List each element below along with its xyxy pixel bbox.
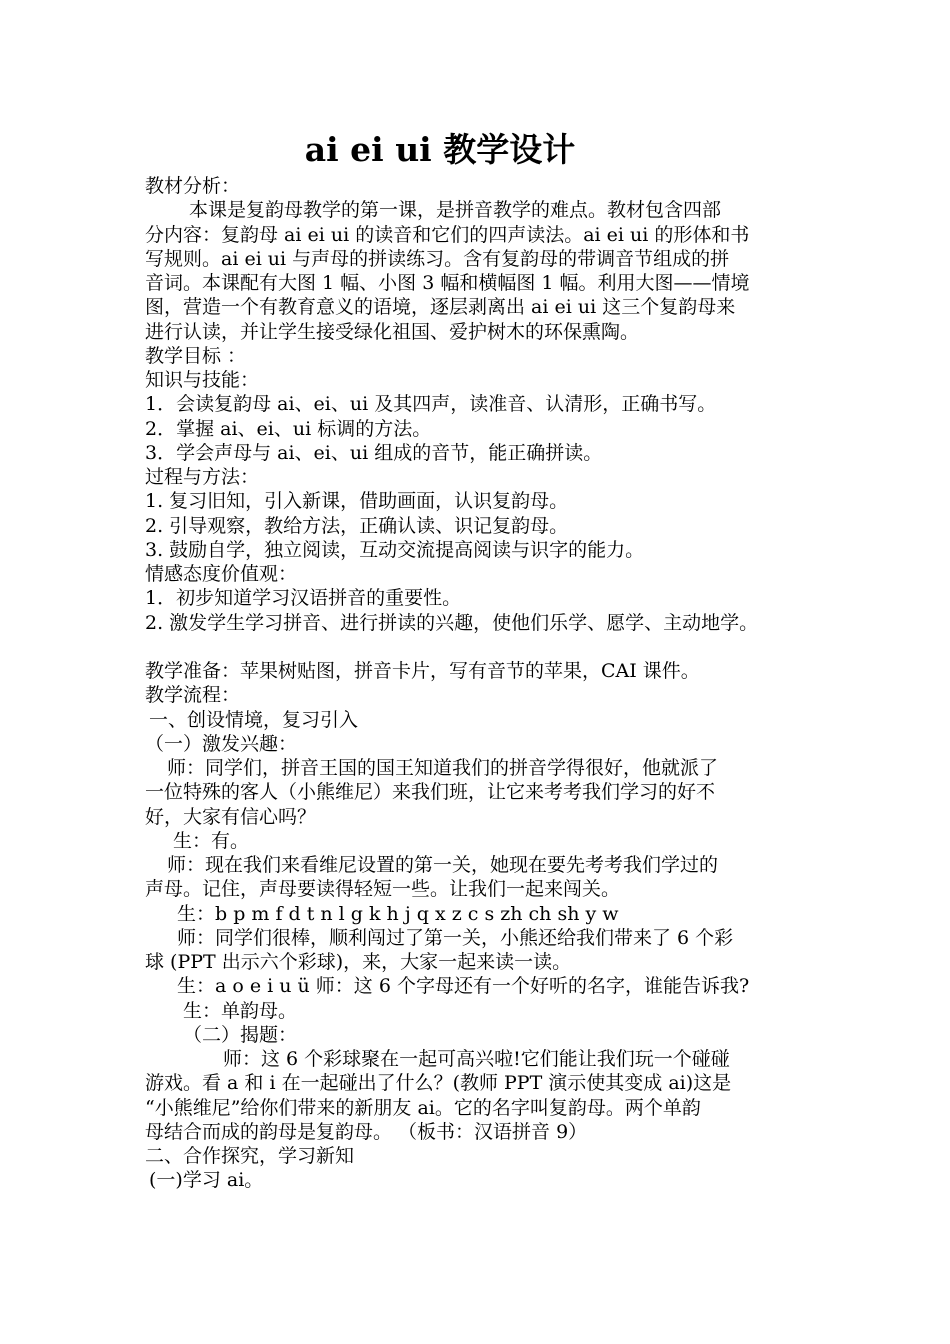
text-line: 2．掌握 ai、ei、ui 标调的方法。 [145,417,432,440]
text-line: 知识与技能： [145,369,260,391]
text-line: 师：现在我们来看维尼设置的第一关，她现在要先考考我们学过的 [167,854,719,876]
text-line: 本课是复韵母教学的第一课，是拼音教学的难点。教材包含四部 [189,199,722,222]
text-line: 声母。记住，声母要读得轻短一些。让我们一起来闯关。 [145,878,621,901]
text-line: 一位特殊的客人（小熊维尼）来我们班，让它来考考我们学习的好不 [145,781,716,804]
text-line: 教学目标 ： [145,344,247,367]
text-line: 球 (PPT 出示六个彩球)，来，大家一起来读一读。 [145,951,572,973]
text-line: (一)学习 ai。 [149,1169,264,1192]
text-line: （一）激发兴趣： [145,732,298,755]
page-title: ai ei ui 教学设计 [304,130,576,169]
text-line: 分内容：复韵母 ai ei ui 的读音和它们的四声读法。ai ei ui 的形体和书 [145,223,750,246]
text-line: 生：b p m f d t n l g k h j q x z c s zh ch sh y w [177,902,619,925]
text-line: 写规则。ai ei ui 与声母的拼读练习。含有复韵母的带调音节组成的拼 [145,247,730,270]
text-line: 母结合而成的韵母是复韵母。 （板书：汉语拼音 9） [145,1120,588,1143]
text-line: 师：这 6 个彩球聚在一起可高兴啦!它们能让我们玩一个碰碰 [223,1048,730,1070]
text-line: 生：a o e i u ü 师：这 6 个字母还有一个好听的名字，谁能告诉我? [177,975,750,998]
text-line: “小熊维尼”给你们带来的新朋友 ai。它的名字叫复韵母。两个单韵 [145,1096,701,1119]
text-line [145,635,825,659]
text-line: 二、合作探究，学习新知 [145,1145,355,1167]
text-line: 音词。本课配有大图 1 幅、小图 3 幅和横幅图 1 幅。利用大图——情境 [145,272,750,294]
text-line: 3．学会声母与 ai、ei、ui 组成的音节，能正确拼读。 [145,441,603,464]
text-line: 3. 鼓励自学，独立阅读，互动交流提高阅读与识字的能力。 [145,538,645,561]
text-line: 1．初步知道学习汉语拼音的重要性。 [145,587,462,610]
text-line: 情感态度价值观： [145,563,298,585]
text-line: 教材分析： [145,175,241,197]
text-line: 好，大家有信心吗？ [145,805,317,828]
text-line: 2. 激发学生学习拼音、进行拼读的兴趣，使他们乐学、愿学、主动地学。 [145,611,759,634]
text-line: 师：同学们很棒，顺利闯过了第一关，小熊还给我们带来了 6 个彩 [177,926,734,949]
text-line: 教学流程： [145,684,241,707]
text-line: 游戏。看 a 和 i 在一起碰出了什么？(教师 PPT 演示使其变成 ai)这是 [145,1072,732,1095]
text-line: 一、创设情境，复习引入 [149,708,359,731]
text-line: （二）揭题： [183,1023,298,1046]
text-line: 生：单韵母。 [183,999,298,1022]
text-line: 教学准备：苹果树贴图，拼音卡片，写有音节的苹果，CAI 课件。 [145,660,700,682]
document-body [145,174,825,1193]
text-line: 师：同学们，拼音王国的国王知道我们的拼音学得很好，他就派了 [167,757,719,779]
text-line: 1．会读复韵母 ai、ei、ui 及其四声，读准音、认清形，正确书写。 [145,393,717,416]
text-line: 2. 引导观察，教给方法，正确认读、识记复韵母。 [145,514,569,537]
text-line: 过程与方法： [145,466,260,488]
text-line: 图，营造一个有教育意义的语境，逐层剥离出 ai ei ui 这三个复韵母来 [145,296,736,319]
text-line: 进行认读，并让学生接受绿化祖国、爱护树木的环保熏陶。 [145,320,640,343]
text-line: 1. 复习旧知，引入新课，借助画面，认识复韵母。 [145,490,569,513]
text-line: 生：有。 [173,829,250,852]
